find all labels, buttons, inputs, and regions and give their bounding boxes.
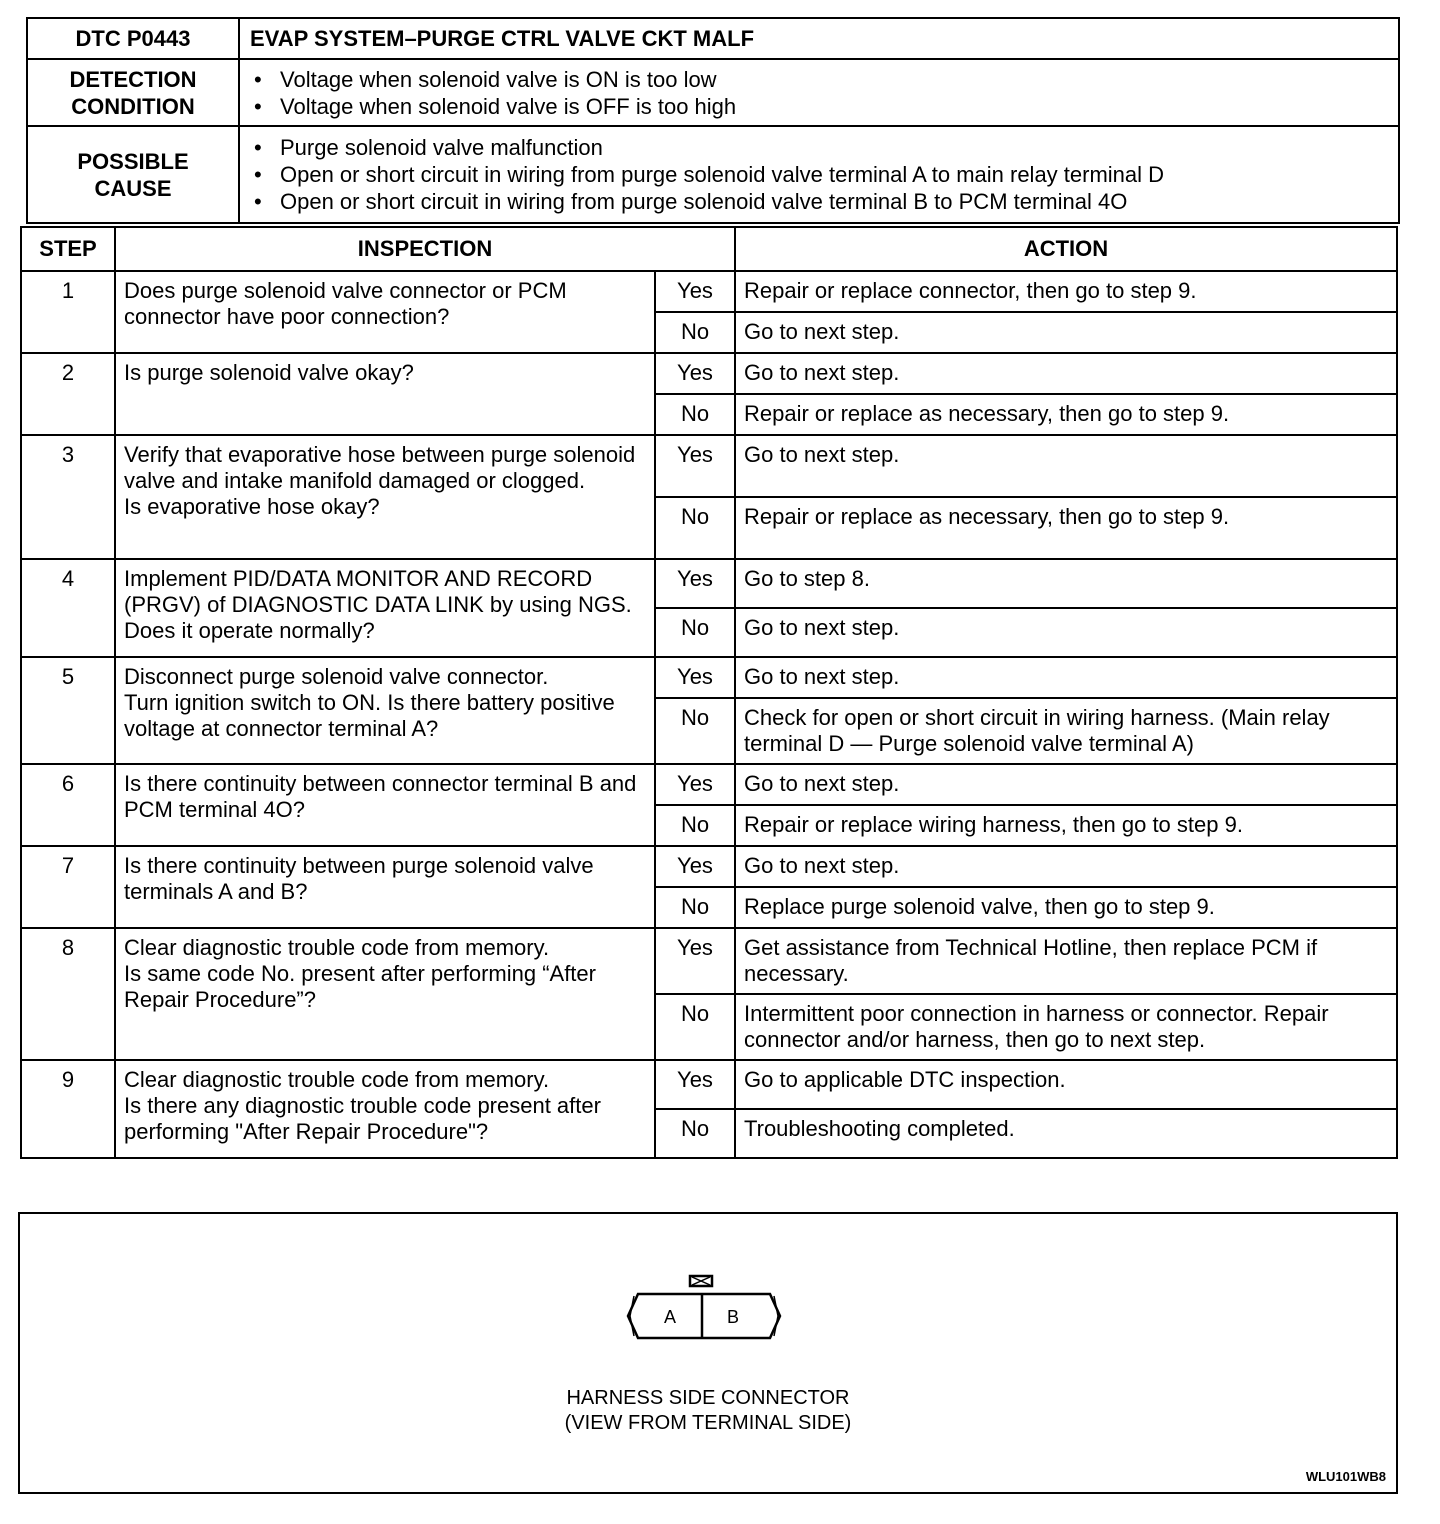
steps-body bbox=[21, 271, 1397, 1158]
step-inspection: Clear diagnostic trouble code from memory. Is same code No. present after performing “After Repair Procedure”? bbox=[115, 928, 655, 1060]
column-action: ACTION bbox=[735, 227, 1397, 271]
no-action: Repair or replace as necessary, then go to step 9. bbox=[735, 394, 1397, 435]
cause-label-line1: POSSIBLE bbox=[77, 148, 189, 174]
step-inspection: Is purge solenoid valve okay? bbox=[115, 353, 655, 435]
step-row bbox=[21, 559, 1397, 608]
dtc-header-table bbox=[26, 17, 1400, 224]
step-row bbox=[21, 657, 1397, 698]
yes-action: Go to step 8. bbox=[735, 559, 1397, 608]
step-number: 2 bbox=[21, 353, 115, 435]
step-number: 3 bbox=[21, 435, 115, 559]
yes-action: Go to next step. bbox=[735, 353, 1397, 394]
step-number: 8 bbox=[21, 928, 115, 1060]
connector-caption-line2: (VIEW FROM TERMINAL SIDE) bbox=[564, 1412, 852, 1434]
cause-item: • Open or short circuit in wiring from purge solenoid valve terminal A to main relay terminal D bbox=[250, 161, 1388, 188]
detection-item: • Voltage when solenoid valve is OFF is too high bbox=[250, 93, 1388, 120]
dtc-title: EVAP SYSTEM–PURGE CTRL VALVE CKT MALF bbox=[239, 18, 1399, 59]
yes-label: Yes bbox=[655, 271, 735, 312]
step-inspection: Is there continuity between purge solenoid valve terminals A and B? bbox=[115, 846, 655, 928]
step-number: 1 bbox=[21, 271, 115, 353]
no-action: Repair or replace wiring harness, then go to step 9. bbox=[735, 805, 1397, 846]
harness-connector-icon bbox=[628, 1276, 780, 1338]
step-number: 7 bbox=[21, 846, 115, 928]
step-inspection: Is there continuity between connector terminal B and PCM terminal 4O? bbox=[115, 764, 655, 846]
connector-drawing bbox=[20, 1214, 1396, 1492]
yes-label: Yes bbox=[655, 657, 735, 698]
yes-action: Go to applicable DTC inspection. bbox=[735, 1060, 1397, 1109]
yes-label: Yes bbox=[655, 353, 735, 394]
no-label: No bbox=[655, 608, 735, 657]
no-label: No bbox=[655, 994, 735, 1060]
detection-label-line1: DETECTION bbox=[69, 66, 197, 92]
possible-cause-list bbox=[239, 126, 1399, 223]
step-row bbox=[21, 1060, 1397, 1109]
detection-label-line2: CONDITION bbox=[71, 93, 195, 119]
no-label: No bbox=[655, 805, 735, 846]
yes-label: Yes bbox=[655, 435, 735, 497]
yes-action: Go to next step. bbox=[735, 764, 1397, 805]
no-action: Repair or replace as necessary, then go to step 9. bbox=[735, 497, 1397, 559]
no-label: No bbox=[655, 394, 735, 435]
inspection-steps-table bbox=[20, 226, 1398, 1159]
no-label: No bbox=[655, 887, 735, 928]
yes-label: Yes bbox=[655, 928, 735, 994]
no-action: Go to next step. bbox=[735, 608, 1397, 657]
no-action: Troubleshooting completed. bbox=[735, 1109, 1397, 1158]
no-action: Intermittent poor connection in harness or connector. Repair connector and/or harness, then go to next step. bbox=[735, 994, 1397, 1060]
no-label: No bbox=[655, 312, 735, 353]
step-number: 5 bbox=[21, 657, 115, 764]
no-action: Go to next step. bbox=[735, 312, 1397, 353]
no-action: Check for open or short circuit in wiring harness. (Main relay terminal D — Purge solenoid valve terminal A) bbox=[735, 698, 1397, 764]
possible-cause-label bbox=[27, 126, 239, 223]
step-inspection: Disconnect purge solenoid valve connector. Turn ignition switch to ON. Is there battery positive voltage at connector terminal A? bbox=[115, 657, 655, 764]
cause-label-line2: CAUSE bbox=[94, 175, 172, 201]
no-label: No bbox=[655, 698, 735, 764]
yes-label: Yes bbox=[655, 559, 735, 608]
column-step: STEP bbox=[21, 227, 115, 271]
detection-condition-label bbox=[27, 59, 239, 126]
step-number: 9 bbox=[21, 1060, 115, 1158]
yes-label: Yes bbox=[655, 1060, 735, 1109]
step-row bbox=[21, 353, 1397, 394]
step-number: 6 bbox=[21, 764, 115, 846]
step-row bbox=[21, 846, 1397, 887]
detection-condition-list bbox=[239, 59, 1399, 126]
no-action: Replace purge solenoid valve, then go to step 9. bbox=[735, 887, 1397, 928]
step-inspection: Does purge solenoid valve connector or PCM connector have poor connection? bbox=[115, 271, 655, 353]
step-row bbox=[21, 271, 1397, 312]
step-row bbox=[21, 764, 1397, 805]
no-label: No bbox=[655, 1109, 735, 1158]
step-row bbox=[21, 928, 1397, 994]
yes-action: Go to next step. bbox=[735, 435, 1397, 497]
cause-item: • Open or short circuit in wiring from purge solenoid valve terminal B to PCM terminal 4O bbox=[250, 188, 1388, 215]
terminal-a-label: A bbox=[663, 1307, 677, 1327]
yes-action: Go to next step. bbox=[735, 846, 1397, 887]
figure-code: WLU101WB8 bbox=[1305, 1469, 1386, 1484]
yes-action: Repair or replace connector, then go to step 9. bbox=[735, 271, 1397, 312]
connector-caption-line1: HARNESS SIDE CONNECTOR bbox=[566, 1387, 850, 1409]
yes-label: Yes bbox=[655, 764, 735, 805]
yes-action: Get assistance from Technical Hotline, then replace PCM if necessary. bbox=[735, 928, 1397, 994]
step-inspection: Verify that evaporative hose between purge solenoid valve and intake manifold damaged or clogged. Is evaporative hose okay? bbox=[115, 435, 655, 559]
step-inspection: Implement PID/DATA MONITOR AND RECORD (PRGV) of DIAGNOSTIC DATA LINK by using NGS. Does it operate normally? bbox=[115, 559, 655, 657]
step-row bbox=[21, 435, 1397, 497]
step-inspection: Clear diagnostic trouble code from memory. Is there any diagnostic trouble code present after performing "After Repair Procedure"? bbox=[115, 1060, 655, 1158]
column-inspection: INSPECTION bbox=[115, 227, 735, 271]
cause-item: • Purge solenoid valve malfunction bbox=[250, 134, 1388, 161]
step-number: 4 bbox=[21, 559, 115, 657]
dtc-code: DTC P0443 bbox=[27, 18, 239, 59]
detection-item: • Voltage when solenoid valve is ON is too low bbox=[250, 66, 1388, 93]
connector-housing bbox=[628, 1294, 780, 1338]
yes-action: Go to next step. bbox=[735, 657, 1397, 698]
terminal-b-label: B bbox=[726, 1307, 740, 1327]
no-label: No bbox=[655, 497, 735, 559]
yes-label: Yes bbox=[655, 846, 735, 887]
connector-diagram-box bbox=[18, 1212, 1398, 1494]
